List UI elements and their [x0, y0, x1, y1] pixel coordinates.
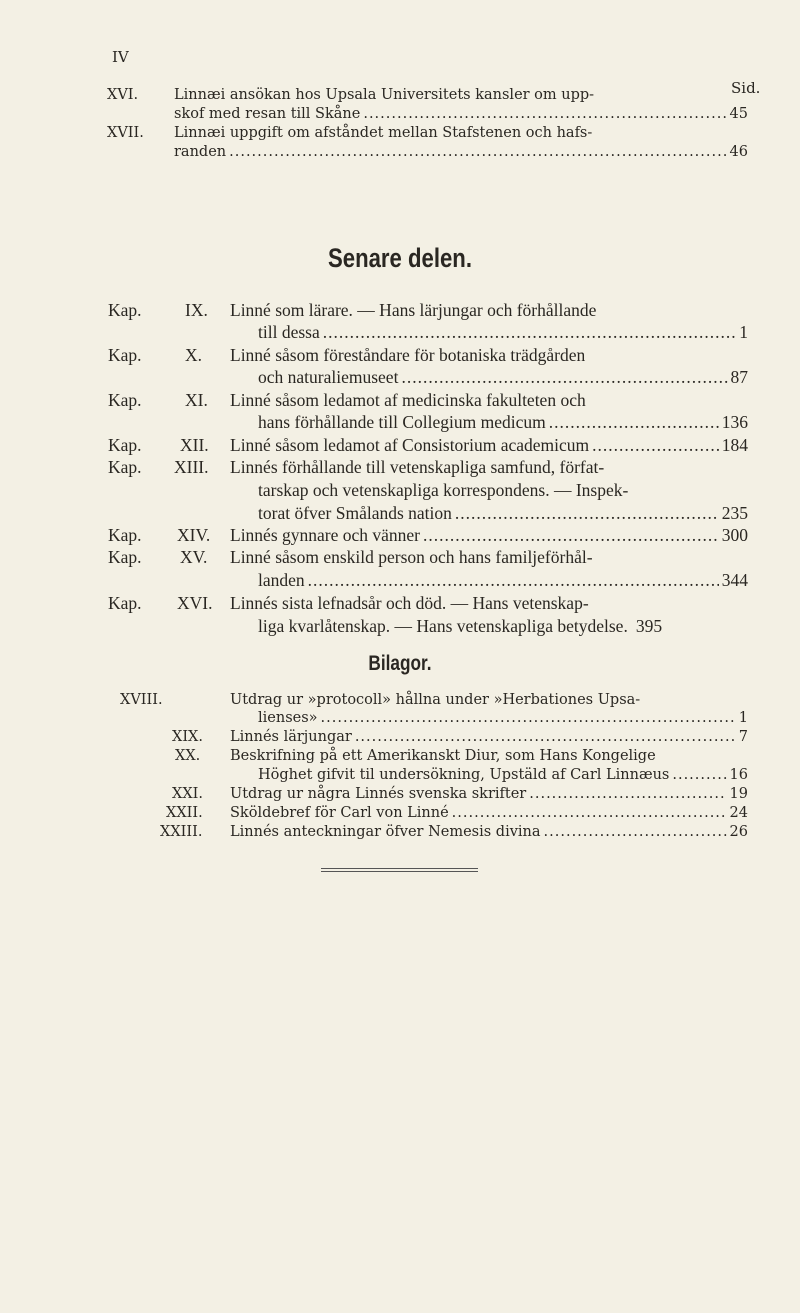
chapter-number: X.	[185, 345, 203, 365]
page-ref: 136	[721, 412, 748, 432]
page-ref: 45	[729, 106, 748, 122]
appendix-number: XXIII.	[160, 824, 203, 840]
page-ref: 300	[721, 525, 748, 545]
page-number: IV	[112, 48, 129, 66]
entry-text: randen	[174, 144, 227, 160]
page-ref: 16	[729, 767, 748, 783]
chapter-text: hans förhållande till Collegium medicum	[258, 412, 546, 432]
appendix-text: Linnés anteckningar öfver Nemesis divina	[230, 824, 541, 840]
appendix-number: XIX.	[172, 729, 203, 745]
chapter-text: Linnés gynnare och vänner	[230, 525, 420, 545]
chapter-text: tarskap och vetenskapliga korrespondens. — Inspek-	[258, 480, 629, 500]
entry-text: Linnæi uppgift om afståndet mellan Stafstenen och hafs-	[174, 125, 593, 141]
kap-label: Kap.	[108, 593, 142, 613]
page-ref: 344	[721, 570, 748, 590]
chapter-text: till dessa	[258, 322, 320, 342]
section-heading: Senare delen.	[328, 243, 472, 273]
entry-number: XVII.	[107, 125, 144, 141]
page-ref: 26	[729, 824, 748, 840]
page-ref: 184	[721, 435, 748, 455]
appendix-text: Linnés lärjungar	[230, 729, 352, 745]
chapter-text: torat öfver Smålands nation	[258, 503, 452, 523]
page-ref: 19	[729, 786, 748, 802]
chapter-number: XIII.	[174, 457, 209, 477]
chapter-number: XV.	[180, 547, 208, 567]
page-ref: 1	[739, 322, 748, 342]
chapter-text: Linné såsom enskild person och hans familjeförhål-	[230, 547, 593, 567]
kap-label: Kap.	[108, 345, 142, 365]
kap-label: Kap.	[108, 525, 142, 545]
appendix-number: XX.	[175, 748, 201, 764]
chapter-text: Linné såsom föreståndare för botaniska trädgården	[230, 345, 586, 365]
page-ref: 7	[738, 729, 748, 745]
section-heading: Bilagor.	[368, 652, 432, 675]
appendix-number: XXII.	[166, 805, 203, 821]
chapter-text: landen	[258, 570, 305, 590]
kap-label: Kap.	[108, 435, 142, 455]
appendix-text: Utdrag ur »protocoll» hållna under »Herbationes Upsa-	[230, 692, 641, 708]
kap-label: Kap.	[108, 390, 142, 410]
entry-number: XVI.	[107, 87, 139, 103]
appendix-text: Sköldebref för Carl von Linné	[230, 805, 449, 821]
chapter-number: XI.	[185, 390, 208, 410]
divider-rule	[321, 868, 478, 869]
page-ref: 87	[730, 367, 748, 387]
chapter-text: Linné som lärare. — Hans lärjungar och förhållande	[230, 300, 597, 320]
appendix-text: lienses»	[258, 710, 318, 726]
chapter-text: Linnés förhållande till vetenskapliga samfund, förfat-	[230, 457, 605, 477]
page-ref: 235	[721, 503, 748, 523]
page-ref: 46	[729, 144, 748, 160]
chapter-text: liga kvarlåtenskap. — Hans vetenskapliga betydelse.	[258, 616, 628, 636]
entry-text: Linnæi ansökan hos Upsala Universitets kansler om upp-	[174, 87, 595, 103]
page-ref: 1	[738, 710, 748, 726]
appendix-number: XXI.	[172, 786, 203, 802]
chapter-number: XVI.	[177, 593, 213, 613]
kap-label: Kap.	[108, 547, 142, 567]
chapter-number: XIV.	[177, 525, 211, 545]
chapter-number: IX.	[185, 300, 208, 320]
entry-text: skof med resan till Skåne	[174, 106, 361, 122]
chapter-number: XII.	[180, 435, 209, 455]
chapter-text: Linné såsom ledamot af Consistorium academicum	[230, 435, 590, 455]
appendix-text: Utdrag ur några Linnés svenska skrifter	[230, 786, 527, 802]
page-ref: 24	[729, 805, 748, 821]
page-ref: 395	[635, 616, 663, 636]
column-label-sid: Sid.	[731, 79, 761, 97]
appendix-text: Höghet gifvit til undersökning, Upstäld af Carl Linnæus	[258, 767, 670, 783]
appendix-number: XVIII.	[120, 692, 163, 708]
chapter-text: Linné såsom ledamot af medicinska fakulteten och	[230, 390, 586, 410]
chapter-text: Linnés sista lefnadsår och död. — Hans vetenskap-	[230, 593, 589, 613]
divider-rule	[321, 871, 478, 872]
appendix-text: Beskrifning på ett Amerikanskt Diur, som Hans Kongelige	[230, 748, 656, 764]
kap-label: Kap.	[108, 300, 142, 320]
chapter-text: och naturaliemuseet	[258, 367, 399, 387]
kap-label: Kap.	[108, 457, 142, 477]
